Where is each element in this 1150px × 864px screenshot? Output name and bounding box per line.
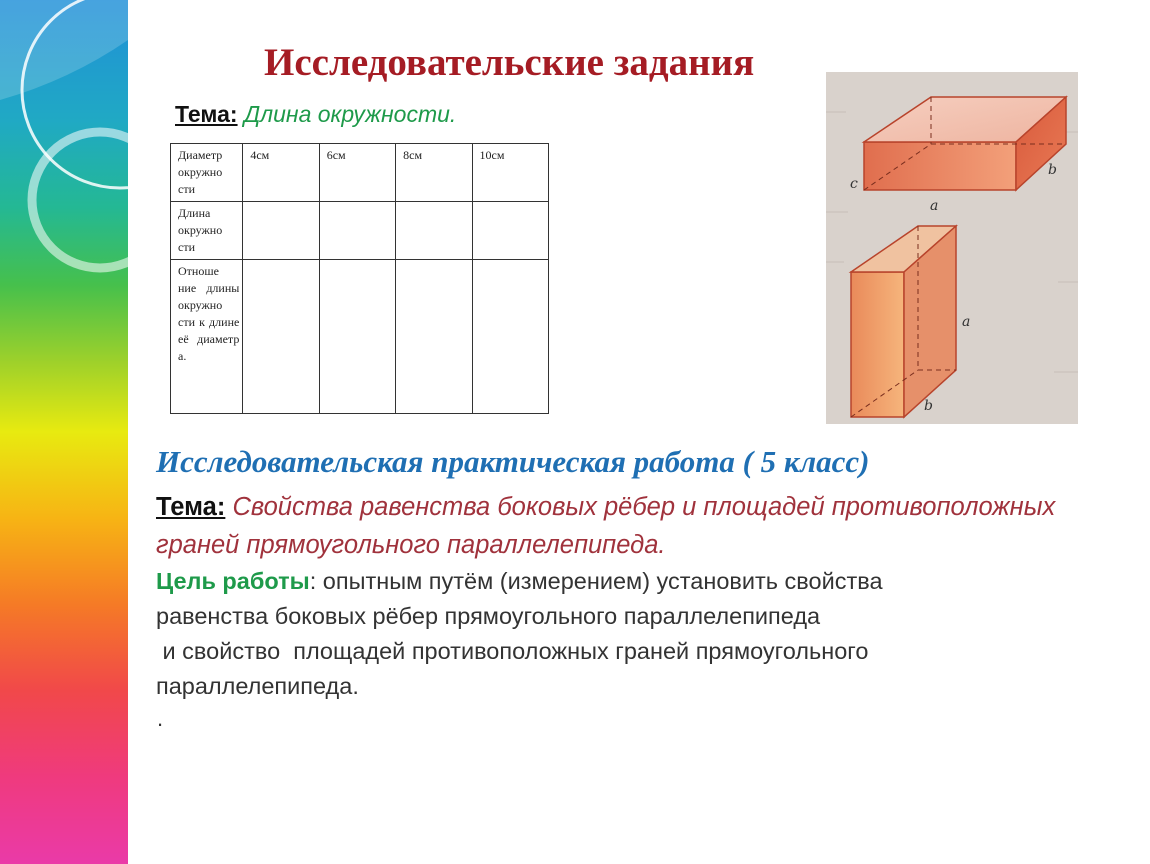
topic-label: Тема: [175,101,238,127]
parallelepiped-figure [826,72,1078,424]
practical-topic-label: Тема: [156,493,226,521]
table-row [171,260,549,414]
circumference-table [170,143,549,414]
table-cell [319,260,395,414]
table-cell: 10см [472,144,548,202]
decorative-rainbow-stripe [0,0,128,864]
table-cell [243,202,319,260]
label-a-bottom: a [962,314,971,330]
practical-topic-text: Свойства равенства боковых рёбер и площадей противоположных граней прямоугольного параллелепипеда. [156,493,1056,559]
topic-line [175,101,456,128]
table-cell [472,260,548,414]
row-header-length: Длина окружно сти [171,202,243,260]
row-header-diameter: Диаметр окружно сти [171,144,243,202]
goal-line [156,564,1116,599]
label-b-bottom: b [924,398,933,414]
trailing-dot: . [157,706,164,731]
label-a-top: a [930,198,939,214]
table-row [171,202,549,260]
parallelepiped-drawing [826,72,1078,424]
row-header-ratio: Отноше ние длины окружно сти к длине её диаметр а. [171,260,243,414]
table-cell [396,202,472,260]
work-goal [156,564,1116,704]
table-cell: 8см [396,144,472,202]
table-cell [472,202,548,260]
table-row [171,144,549,202]
practical-topic [156,488,1116,564]
table-cell [319,202,395,260]
practical-work-title: Исследовательская практическая работа ( 5 класс) [156,444,870,479]
table-cell: 4см [243,144,319,202]
goal-line: и свойство площадей противоположных граней прямоугольного [156,638,869,664]
page-title: Исследовательские задания [264,41,755,84]
goal-line: равенства боковых рёбер прямоугольного параллелепипеда [156,603,821,629]
goal-label: Цель работы [156,568,310,594]
table-cell: 6см [319,144,395,202]
decorative-rings [0,0,128,864]
label-c-top: c [850,176,858,192]
label-b-top: b [1048,162,1057,178]
topic-text: Длина окружности. [237,101,457,127]
table-cell [243,260,319,414]
goal-line: параллелепипеда. [156,673,359,699]
goal-text: : опытным путём (измерением) установить свойства [309,568,883,594]
table-cell [396,260,472,414]
